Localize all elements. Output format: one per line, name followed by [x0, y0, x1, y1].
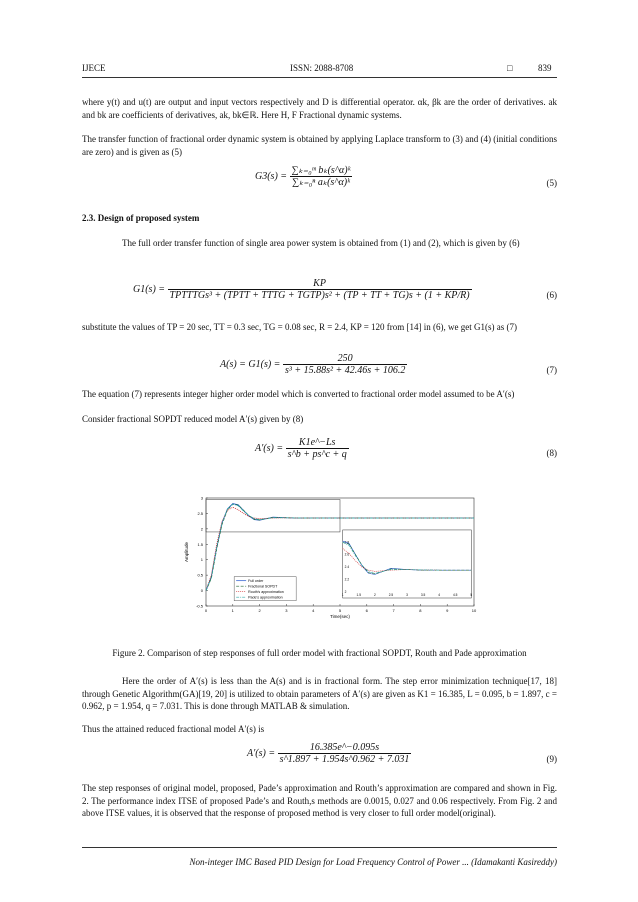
- paragraph: The full order transfer function of single area power system is obtained from (1) and (2), which is given by (6): [122, 238, 520, 248]
- header-box: □: [507, 63, 513, 73]
- x-tick-label: 6: [365, 608, 368, 613]
- inset-x-tick-label: 2.5: [388, 593, 394, 597]
- y-tick-label: 0: [200, 588, 203, 594]
- equation-lhs: A′(s) =: [247, 747, 276, 759]
- x-axis-label: Time(sec): [330, 614, 350, 619]
- inset-x-tick-label: 5: [470, 593, 473, 597]
- equation-number: (6): [546, 290, 557, 300]
- y-tick-label: -0.5: [196, 603, 203, 609]
- inset-y-tick-label: 2.4: [344, 565, 350, 570]
- equation-numerator: 250: [337, 353, 353, 364]
- legend-entry: Fractional SOPDT: [248, 584, 278, 589]
- equation-denominator: ∑ₖ₌₀ⁿ aₖ(s^α)ᵏ: [290, 176, 353, 188]
- inset-x-tick-label: 3.5: [420, 593, 426, 597]
- equation-6: [133, 278, 472, 301]
- paragraph: The transfer function of fractional order dynamic system is obtained by applying Laplace transform to (3) and (4) (initial conditions are zero) and is given as (5): [82, 134, 557, 157]
- x-tick-label: 10: [471, 608, 477, 613]
- y-tick-label: 0.5: [197, 572, 203, 578]
- header-rule: [82, 77, 557, 78]
- x-tick-label: 9: [446, 608, 449, 613]
- equation-numerator: ∑ₖ₌₀ᵐ bₖ(s^α)ᵏ: [291, 165, 351, 176]
- x-tick-label: 3: [285, 608, 288, 613]
- legend-entry: Pade's approximation: [248, 595, 283, 600]
- x-tick-label: 2: [258, 608, 261, 613]
- x-tick-label: 7: [392, 608, 395, 613]
- equation-7: [220, 353, 407, 376]
- paragraph: substitute the values of TP = 20 sec, TT = 0.3 sec, TG = 0.08 sec, R = 2.4, KP = 120 from [14] in (6), we get G1(s) as (7): [82, 322, 517, 332]
- footer-rule: [82, 847, 557, 848]
- x-tick-label: 4: [312, 608, 315, 613]
- x-tick-label: 1: [231, 608, 234, 613]
- issn: ISSN: 2088-8708: [290, 63, 354, 73]
- y-axis-label: Amplitude: [184, 541, 189, 563]
- equation-lhs: G3(s) =: [255, 170, 288, 182]
- equation-numerator: 16.385e^−0.095s: [309, 742, 380, 753]
- equation-number: (5): [546, 178, 557, 188]
- equation-denominator: s^b + ps^c + q: [287, 449, 347, 460]
- x-tick-label: 8: [419, 608, 422, 613]
- equation-denominator: s³ + 15.88s² + 42.46s + 106.2: [284, 365, 406, 376]
- equation-number: (9): [546, 754, 557, 764]
- inset-plot-area: [343, 530, 472, 598]
- y-tick-label: 1.5: [197, 541, 203, 547]
- equation-number: (8): [546, 448, 557, 458]
- equation-lhs: A′(s) =: [255, 442, 284, 454]
- inset-y-tick-label: 2.8: [344, 540, 350, 545]
- paragraph: Thus the attained reduced fractional model A′(s) is: [82, 724, 265, 734]
- legend-entry: Routh's approximation: [248, 589, 284, 594]
- equation-8: [255, 437, 349, 460]
- inset-y-tick-label: 2: [344, 589, 347, 594]
- equation-5: [255, 165, 352, 188]
- inset-x-tick-label: 2: [373, 593, 376, 597]
- y-tick-label: 2.5: [197, 510, 203, 516]
- figure-caption: Figure 2. Comparison of step responses of full order model with fractional SOPDT, Routh and Pade approximation: [112, 648, 527, 658]
- equation-lhs: A(s) = G1(s) =: [220, 358, 281, 370]
- equation-lhs: G1(s) =: [133, 283, 166, 295]
- equation-9: [247, 742, 411, 765]
- x-tick-label: 5: [338, 608, 342, 613]
- page-number: 839: [538, 63, 552, 73]
- paragraph: The equation (7) represents integer higher order model which is converted to fractional order model assumed to be A′(s): [82, 389, 515, 399]
- inset-y-tick-label: 2.6: [344, 552, 350, 557]
- inset-y-tick-label: 2.2: [344, 577, 350, 582]
- x-tick-label: 0: [204, 608, 208, 613]
- paragraph: where y(t) and u(t) are output and input vectors respectively and D is differential operator. αk, βk are the order of derivatives. ak and bk are coefficients of derivatives, ak, bk∈ℝ. Here H, F Fractional dynamic systems.: [82, 97, 557, 120]
- footer-text: Non-integer IMC Based PID Design for Load Frequency Control of Power ... (Idamakanti Kasireddy): [189, 857, 557, 867]
- inset-x-tick-label: 1: [341, 593, 344, 597]
- equation-number: (7): [546, 365, 557, 375]
- paragraph: The step responses of original model, proposed, Pade’s approximation and Routh’s approximation are compared and shown in Fig. 2. The performance index ITSE of proposed Pade’s and Routh,s methods are 0.0015, 0.027 and 0.06 respectively. From Fig. 2 and above ITSE values, it is observed that the response of proposed method is very closer to full order model(original).: [82, 783, 557, 818]
- y-tick-label: 2: [200, 526, 203, 532]
- inset-x-tick-label: 4: [438, 593, 441, 597]
- paragraph: Consider fractional SOPDT reduced model A′(s) given by (8): [82, 414, 304, 424]
- inset-x-tick-label: 3: [406, 593, 408, 597]
- section-title: 2.3. Design of proposed system: [82, 213, 200, 223]
- inset-x-tick-label: 1.5: [356, 593, 361, 597]
- legend-entry: Full order: [248, 578, 264, 583]
- equation-denominator: s^1.897 + 1.954s^0.962 + 7.031: [279, 754, 410, 765]
- paragraph: Here the order of A′(s) is less than the A(s) and is in fractional form. The step error minimization technique[17, 18] through Genetic Algorithm(GA)[19, 20] is utilized to obtain parameters of A′(s) are given as K1 = 16.385, L = 0.095, b = 1.897, c = 0.962, p = 1.954, q = 7.031. This is done through MATLAB & simulation.: [82, 676, 557, 711]
- equation-denominator: TPTTTGs³ + (TPTT + TTTG + TGTP)s² + (TP + TT + TG)s + (1 + KP/R): [169, 290, 470, 301]
- y-tick-label: 3: [200, 495, 203, 501]
- equation-numerator: KP: [313, 278, 326, 289]
- journal-name: IJECE: [82, 63, 106, 73]
- equation-numerator: K1e^−Ls: [298, 437, 336, 448]
- y-tick-label: 1: [200, 557, 203, 563]
- step-response-chart: [182, 490, 480, 620]
- inset-x-tick-label: 4.5: [453, 593, 458, 597]
